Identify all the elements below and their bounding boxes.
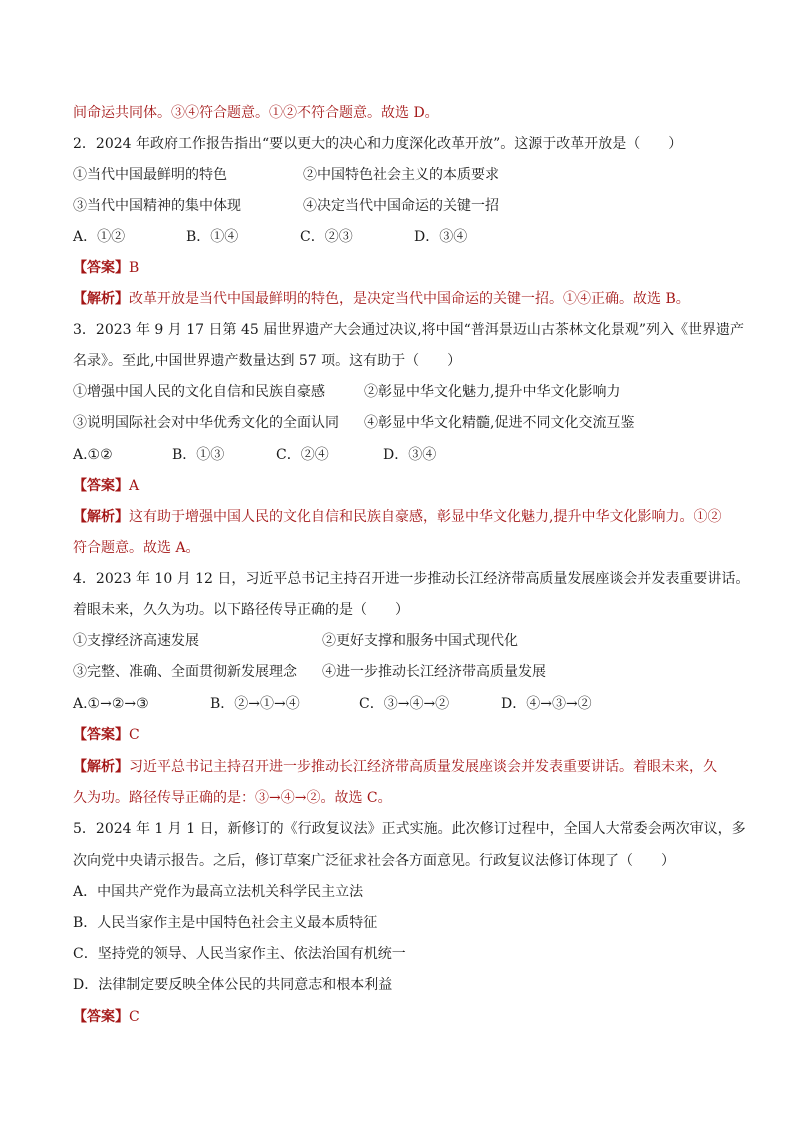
q3-answer-value: A [129,478,140,494]
q3-choices [73,445,437,465]
q3-answer [73,476,139,496]
q4-analysis-line-2: 久为功。路径传导正确的是：③→④→②。故选 C。 [73,790,392,806]
q3-options-row-2 [73,413,635,433]
q3-choice-a: A.①② [73,447,113,463]
previous-analysis-continuation: 间命运共同体。③④符合题意。①②不符合题意。故选 D。 [73,105,439,121]
q3-analysis-line-2: 符合题意。故选 A。 [73,540,200,556]
q2-choice-c: C．②③ [300,229,353,245]
analysis-label: 【解析】 [73,291,129,307]
q2-choice-a: A．①② [73,229,126,245]
q3-stem-line-1: 3．2023 年 9 月 17 日第 45 届世界遗产大会通过决议,将中国“普洱景迈山古茶林文化景观”列入《世界遗产 [73,322,744,338]
q2-options-row-2 [73,196,499,216]
q4-option-1: ①支撑经济高速发展 [73,633,199,649]
q2-option-2: ②中国特色社会主义的本质要求 [303,167,499,183]
q2-choices [73,227,468,247]
q5-option-d: D．法律制定要反映全体公民的共同意志和根本利益 [73,977,393,993]
q4-answer [73,725,140,745]
analysis-label: 【解析】 [73,509,129,525]
q4-choices [73,694,592,714]
q4-choice-a: A.①→②→③ [73,696,149,712]
q4-options-row-1 [73,631,518,651]
answer-label: 【答案】 [73,478,129,494]
q2-stem: 2．2024 年政府工作报告指出“要以更大的决心和力度深化改革开放”。这源于改革开放是（ ） [73,136,683,152]
answer-label: 【答案】 [73,1009,129,1025]
q2-analysis-text: 改革开放是当代中国最鲜明的特色，是决定当代中国命运的关键一招。①④正确。故选 B。 [129,291,690,307]
q4-choice-c: C．③→④→② [359,696,450,712]
q4-analysis-line-1 [73,757,717,777]
q2-answer-value: B [129,260,140,276]
q2-option-1: ①当代中国最鲜明的特色 [73,167,227,183]
q3-choice-c: C．②④ [276,447,329,463]
q4-option-3: ③完整、准确、全面贯彻新发展理念 [73,664,297,680]
analysis-label: 【解析】 [73,759,129,775]
q5-option-c: C．坚持党的领导、人民当家作主、依法治国有机统一 [73,946,406,962]
answer-label: 【答案】 [73,727,129,743]
q3-choice-d: D．③④ [383,447,437,463]
q5-option-a: A．中国共产党作为最高立法机关科学民主立法 [73,884,364,900]
q3-option-1: ①增强中国人民的文化自信和民族自豪感 [73,384,325,400]
q4-options-row-2 [73,662,546,682]
q4-answer-value: C [129,727,140,743]
q5-stem-line-2: 次向党中央请示报告。之后，修订草案广泛征求社会各方面意见。行政复议法修订体现了（ ） [73,853,675,869]
q2-choice-d: D．③④ [414,229,468,245]
q3-options-row-1 [73,382,621,402]
q2-option-3: ③当代中国精神的集中体现 [73,198,241,214]
q5-stem-line-1: 5．2024 年 1 月 1 日，新修订的《行政复议法》正式实施。此次修订过程中，全国人大常委会两次审议，多 [73,821,746,837]
q2-option-4: ④决定当代中国命运的关键一招 [303,198,499,214]
q4-option-2: ②更好支撑和服务中国式现代化 [322,633,518,649]
q4-analysis-text: 习近平总书记主持召开进一步推动长江经济带高质量发展座谈会并发表重要讲话。着眼未来，久 [129,759,717,775]
q3-choice-b: B．①③ [172,447,225,463]
answer-label: 【答案】 [73,260,129,276]
q5-answer [73,1007,140,1027]
q5-option-b: B．人民当家作主是中国特色社会主义最本质特征 [73,915,378,931]
q4-choice-d: D．④→③→② [501,696,592,712]
q4-option-4: ④进一步推动长江经济带高质量发展 [322,664,546,680]
q2-answer [73,258,139,278]
q2-choice-b: B．①④ [186,229,239,245]
q2-analysis [73,289,690,309]
q4-stem-line-2: 着眼未来，久久为功。以下路径传导正确的是（ ） [73,602,409,618]
q3-option-2: ②彰显中华文化魅力,提升中华文化影响力 [364,384,621,400]
q3-analysis-line-1 [73,507,721,527]
q2-options-row-1 [73,165,499,185]
q3-option-3: ③说明国际社会对中华优秀文化的全面认同 [73,415,339,431]
q3-stem-line-2: 名录》。至此,中国世界遗产数量达到 57 项。这有助于（ ） [73,353,462,369]
q3-option-4: ④彰显中华文化精髓,促进不同文化交流互鉴 [364,415,635,431]
q4-stem-line-1: 4．2023 年 10 月 12 日，习近平总书记主持召开进一步推动长江经济带高质量发展座谈会并发表重要讲话。 [73,571,750,587]
q5-answer-value: C [129,1009,140,1025]
q3-analysis-text: 这有助于增强中国人民的文化自信和民族自豪感，彰显中华文化魅力,提升中华文化影响力。①② [129,509,722,525]
q4-choice-b: B．②→①→④ [210,696,300,712]
